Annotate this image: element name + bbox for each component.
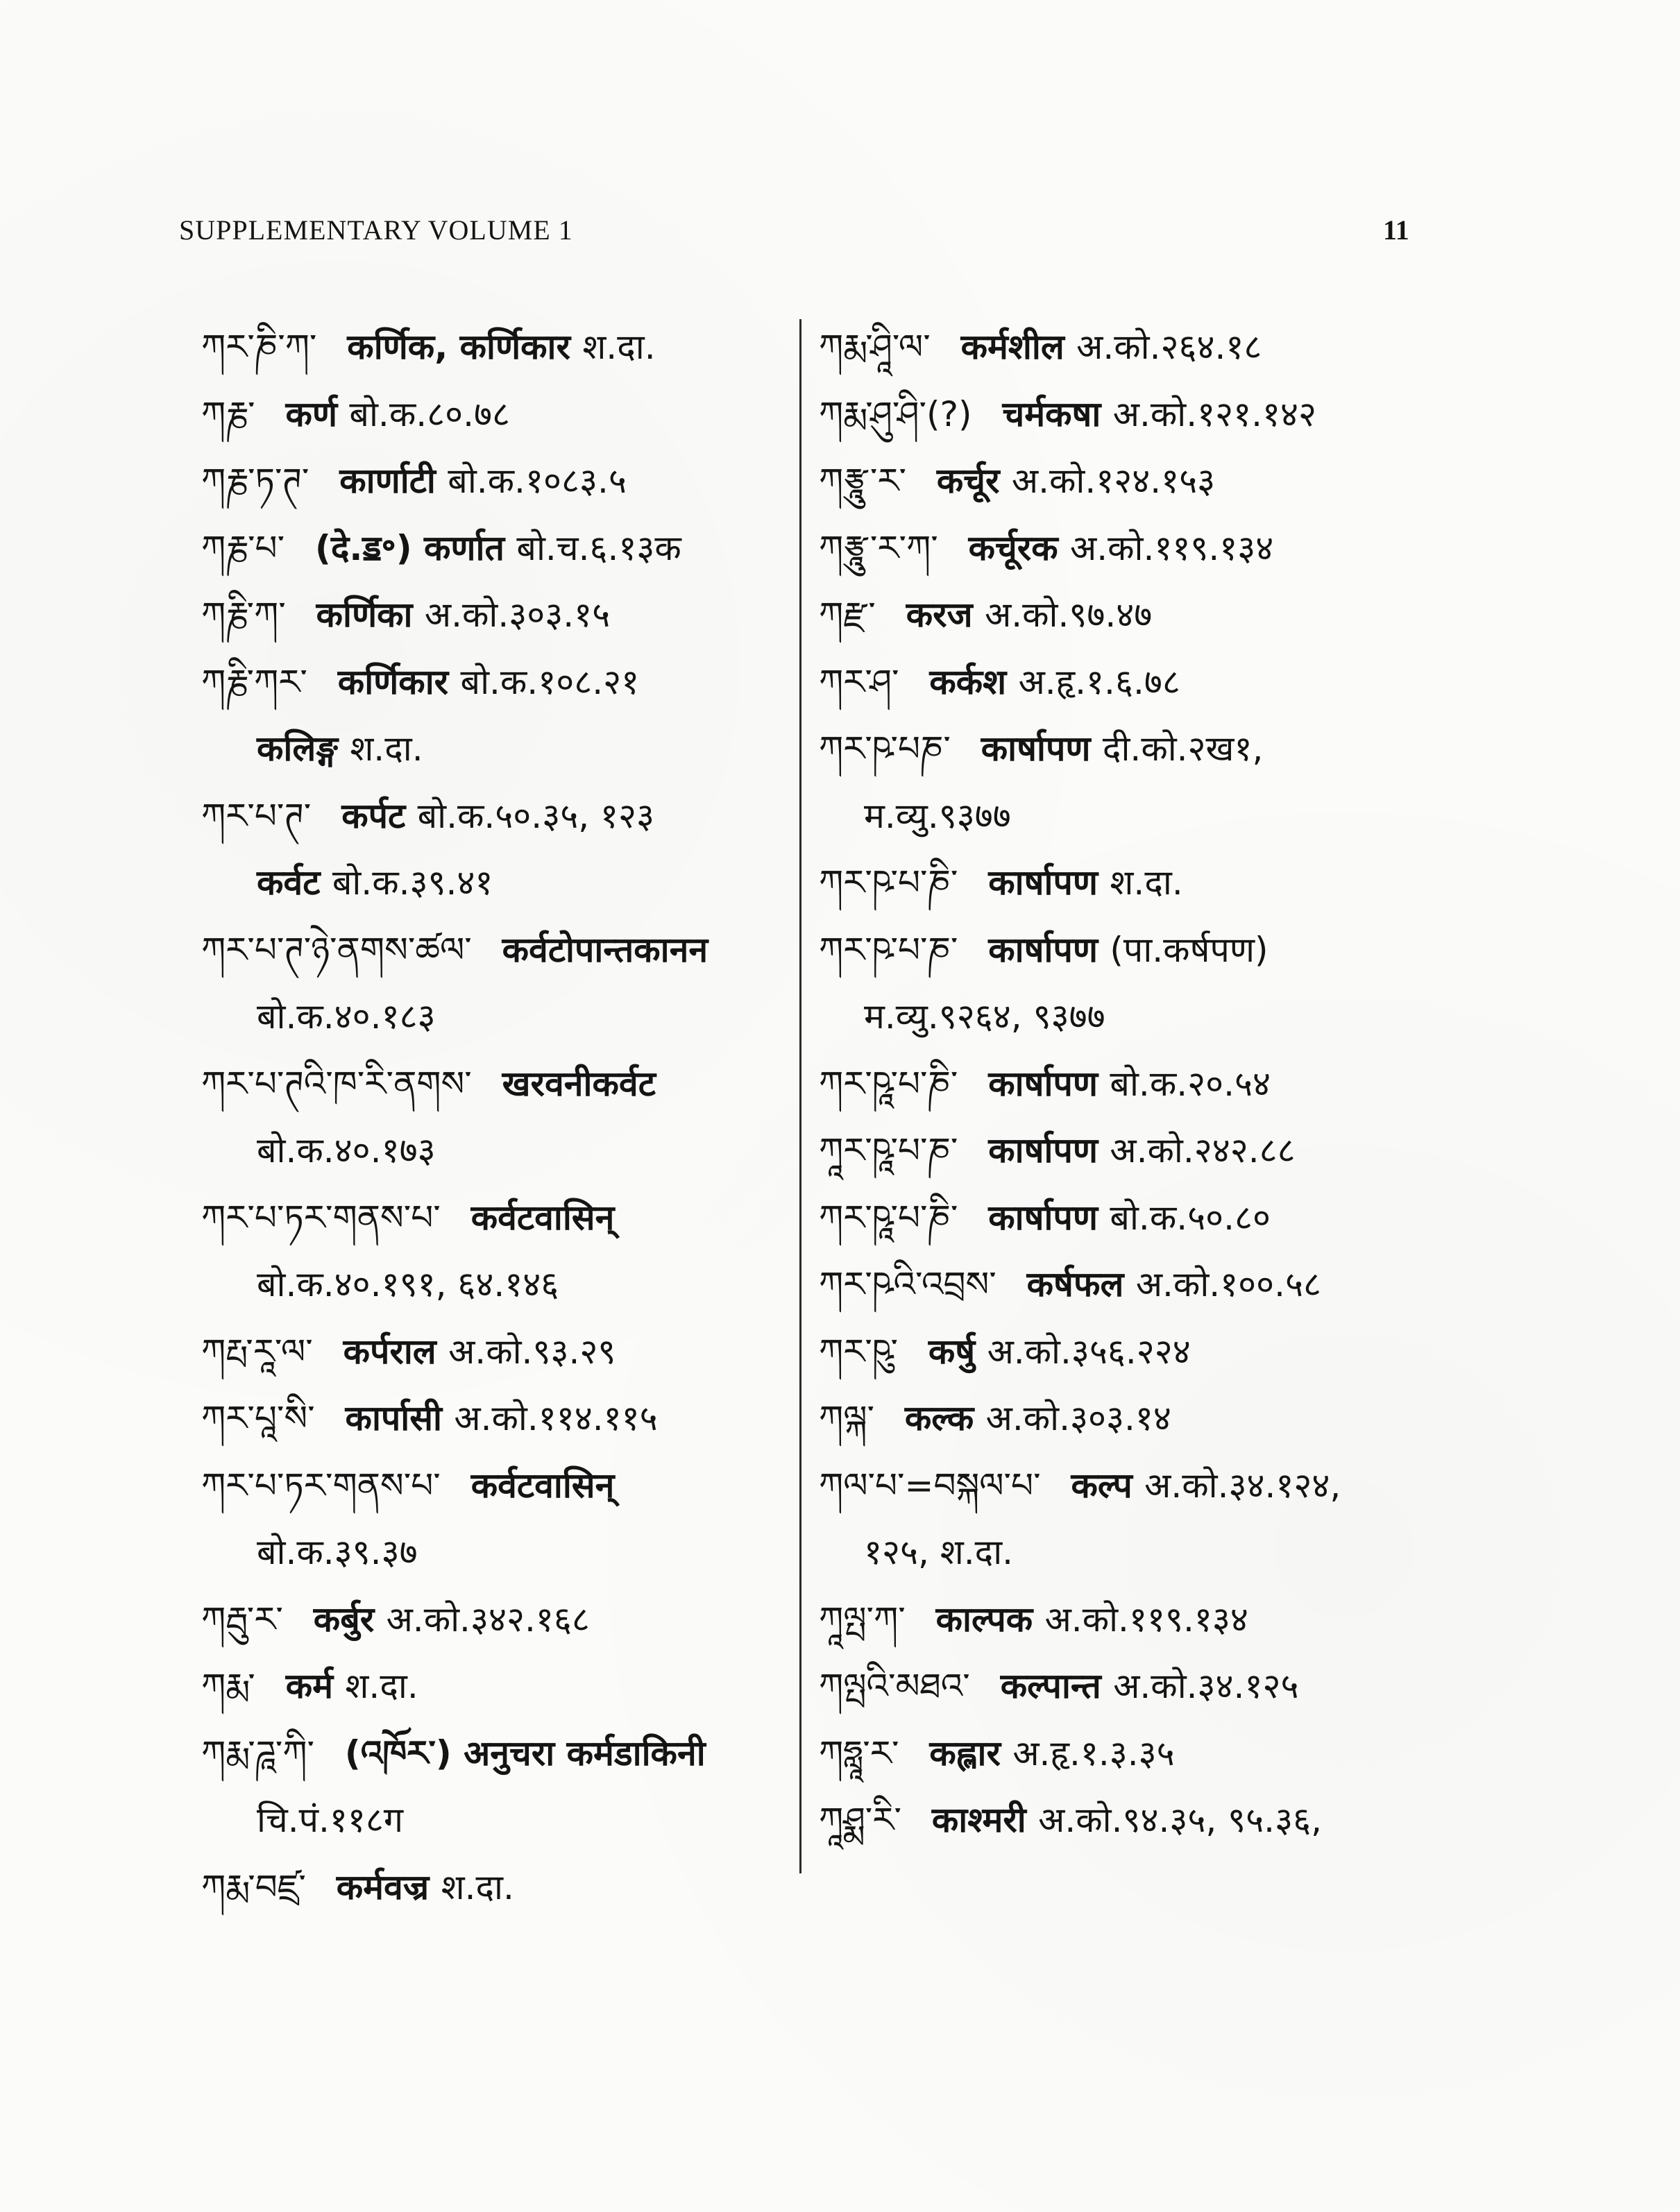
dictionary-entry-line bbox=[257, 1531, 418, 1573]
source-reference: अ.को.३४.१२५ bbox=[1113, 1666, 1299, 1706]
tibetan-headword: ཀཱལྤ་ཀ་ bbox=[819, 1599, 917, 1640]
dictionary-entry-line bbox=[819, 1264, 1321, 1305]
tibetan-headword: ཀརྞི་ཀ་ bbox=[201, 595, 297, 635]
tibetan-headword: ཀཱཤྨ་རི་ bbox=[819, 1800, 913, 1840]
sanskrit-equivalent: कार्षापण bbox=[981, 729, 1103, 769]
source-reference: श.दा. bbox=[1110, 862, 1183, 903]
tibetan-headword: ཀརྞ་ཏ་ཊ་ bbox=[201, 461, 321, 501]
dictionary-entry-line bbox=[819, 1397, 1171, 1439]
source-reference: श.दा. bbox=[441, 1866, 514, 1907]
tibetan-headword: ཀར་པ་ཏར་གནས་པ་ bbox=[201, 1465, 452, 1506]
source-reference: अ.को.३०३.१४ bbox=[985, 1398, 1171, 1438]
dictionary-entry-line bbox=[257, 1264, 559, 1305]
tibetan-headword: ཀཱར་ཥཱ་པ་ཎ་ bbox=[819, 1130, 969, 1171]
dictionary-entry-line bbox=[819, 728, 1263, 769]
tibetan-headword: ཀར་ཤ་ bbox=[819, 661, 910, 702]
source-reference: अ.को.११९.१३४ bbox=[1044, 1599, 1248, 1640]
tibetan-headword: ཀར་ཥ་པ་ཎ་ bbox=[819, 929, 969, 970]
tibetan-headword: ཀར་པ་ཊ་ཉེ་ནགས་ཚལ་ bbox=[201, 929, 483, 970]
dictionary-entry-line bbox=[201, 1733, 706, 1774]
sanskrit-equivalent: कार्षापण bbox=[988, 862, 1110, 903]
sanskrit-equivalent: कार्णाटी bbox=[339, 461, 448, 501]
source-reference: बो.क.१०८३.५ bbox=[448, 461, 627, 501]
source-reference: दी.को.२ख१, bbox=[1102, 729, 1264, 769]
tibetan-headword: ཀར་པཱ་སི་ bbox=[201, 1398, 326, 1438]
sanskrit-equivalent: कर्णिक, कर्णिकार bbox=[347, 327, 583, 367]
tibetan-headword: ཀརྨ་ཌཱ་ཀི་ bbox=[201, 1733, 325, 1773]
sanskrit-equivalent: कर्पराल bbox=[343, 1331, 449, 1372]
source-reference: अ.को.९३.२९ bbox=[448, 1331, 616, 1372]
dictionary-entry-line bbox=[819, 1665, 1298, 1707]
dictionary-entry-line bbox=[819, 929, 1269, 971]
source-reference: अ.को.११४.११५ bbox=[454, 1398, 658, 1438]
source-reference: अ.को.३५६.२२४ bbox=[987, 1331, 1191, 1372]
sanskrit-equivalent: चर्मकषा bbox=[1002, 393, 1113, 434]
source-reference: श.दा. bbox=[582, 327, 656, 367]
sanskrit-equivalent: कर्ण bbox=[285, 393, 350, 434]
dictionary-entry-line bbox=[201, 1397, 658, 1439]
tibetan-headword: ཀར་ཎི་ཀ་ bbox=[201, 327, 328, 367]
column-divider bbox=[799, 319, 801, 1873]
source-reference: बो.क.४०.१८३ bbox=[257, 996, 436, 1037]
dictionary-entry-line bbox=[257, 862, 493, 903]
sanskrit-equivalent: कर्वटवासिन् bbox=[470, 1465, 615, 1506]
source-reference: अ.को.९७.४७ bbox=[985, 595, 1153, 635]
dictionary-entry-line bbox=[819, 1465, 1341, 1506]
tibetan-headword: ཀར་ཥཱ་པ་ཎི་ bbox=[819, 1063, 969, 1104]
dictionary-entry-line bbox=[819, 1197, 1271, 1239]
dictionary-entry-line bbox=[201, 1063, 656, 1105]
dictionary-entry-line bbox=[201, 661, 639, 703]
dictionary-entry-line bbox=[257, 1130, 436, 1171]
dictionary-entry-line bbox=[819, 527, 1273, 569]
dictionary-entry-line bbox=[201, 1465, 614, 1506]
sanskrit-equivalent: कर्णिका bbox=[316, 595, 425, 635]
dictionary-entry-line bbox=[819, 1130, 1296, 1171]
dictionary-entry-line bbox=[201, 1866, 514, 1908]
sanskrit-equivalent: कल्प bbox=[1071, 1465, 1145, 1506]
sanskrit-equivalent: कर्वटवासिन् bbox=[470, 1197, 615, 1238]
tibetan-headword: ཀརྞ་ bbox=[201, 393, 266, 434]
sanskrit-equivalent: कर्मशील bbox=[960, 327, 1077, 367]
dictionary-entry-line bbox=[819, 1799, 1322, 1841]
sanskrit-equivalent: कर्मवज्र bbox=[336, 1866, 441, 1907]
source-reference: (पा.कर्षपण) bbox=[1110, 929, 1269, 970]
sanskrit-equivalent: कर्कश bbox=[929, 661, 1019, 702]
dictionary-entry-line bbox=[257, 728, 423, 769]
sanskrit-equivalent: (दे.ॾ॰) कर्णात bbox=[315, 527, 517, 568]
tibetan-headword: ཀར་ཥཱ་པ་ཎི་ bbox=[819, 1197, 969, 1238]
tibetan-headword: ཀར་ཥ་པ་ཎི་ bbox=[819, 862, 969, 903]
dictionary-entry-line bbox=[864, 996, 1105, 1037]
source-reference: अ.को.१२४.१५३ bbox=[1011, 461, 1216, 501]
sanskrit-equivalent: कल्क bbox=[904, 1398, 986, 1438]
source-reference: बो.क.१०८.२१ bbox=[460, 661, 640, 702]
dictionary-entry-line bbox=[819, 1063, 1271, 1105]
dictionary-entry-line bbox=[257, 1799, 403, 1841]
dictionary-entry-line bbox=[257, 996, 436, 1037]
source-reference: अ.को.३०३.१५ bbox=[424, 595, 611, 635]
sanskrit-equivalent: कर्चूरक bbox=[968, 527, 1071, 568]
source-reference: अ.को.३४.१२४, bbox=[1144, 1465, 1341, 1506]
page-number: 11 bbox=[1383, 214, 1409, 246]
source-reference: अ.को.२४२.८८ bbox=[1110, 1130, 1296, 1171]
source-reference: अ.को.९४.३५, ९५.३६, bbox=[1038, 1800, 1322, 1840]
tibetan-headword: ཀརྞ་པ་ bbox=[201, 527, 296, 568]
sanskrit-equivalent: कलिङ्ग bbox=[257, 729, 350, 769]
tibetan-headword: ཀརྩཱུ་ར་ཀ་ bbox=[819, 527, 949, 568]
dictionary-entry-line bbox=[201, 1197, 614, 1239]
tibetan-headword: ཀར་པ་ཏར་གནས་པ་ bbox=[201, 1197, 452, 1238]
source-reference: चि.पं.११८ग bbox=[257, 1800, 404, 1840]
sanskrit-equivalent: कर्चूर bbox=[936, 461, 1012, 501]
source-reference: अ.को.१००.५८ bbox=[1135, 1264, 1322, 1304]
tibetan-headword: ཀར་ཥུ་ bbox=[819, 1331, 909, 1372]
running-header: SUPPLEMENTARY VOLUME 1 bbox=[179, 214, 573, 246]
dictionary-entry-line bbox=[201, 460, 627, 502]
dictionary-entry-line bbox=[819, 594, 1152, 636]
source-reference: म.व्यु.९३७७ bbox=[864, 795, 1011, 836]
source-reference: अ.हृ.१.३.३५ bbox=[1012, 1733, 1175, 1773]
source-reference: बो.च.६.१३क bbox=[516, 527, 681, 568]
source-reference: बो.क.४०.१७३ bbox=[257, 1130, 436, 1171]
source-reference: बो.क.४०.१९१, ६४.१४६ bbox=[257, 1264, 559, 1304]
tibetan-headword: ཀལ་པ་=བསྐལ་པ་ bbox=[819, 1465, 1052, 1506]
source-reference: बो.क.५०.३५, १२३ bbox=[417, 795, 654, 836]
dictionary-entry-line bbox=[819, 661, 1180, 703]
sanskrit-equivalent: कार्षापण bbox=[988, 1063, 1110, 1104]
tibetan-headword: ཀརྩཱུ་ར་ bbox=[819, 461, 917, 501]
dictionary-entry-line bbox=[819, 862, 1183, 903]
dictionary-entry-line bbox=[864, 1531, 1013, 1573]
source-reference: अ.को.३४२.१६८ bbox=[386, 1599, 590, 1640]
tibetan-headword: ཀལྤའི་མཐའ་ bbox=[819, 1666, 981, 1706]
sanskrit-equivalent: काश्मरी bbox=[931, 1800, 1039, 1840]
source-reference: बो.क.५०.८० bbox=[1110, 1197, 1271, 1238]
dictionary-entry-line bbox=[819, 1599, 1248, 1640]
dictionary-entry-line bbox=[819, 1331, 1191, 1372]
sanskrit-equivalent: कर्म bbox=[285, 1666, 346, 1706]
tibetan-headword: ཀརྫ་ bbox=[819, 595, 887, 635]
tibetan-headword: ཀཧླཱ་ར་ bbox=[819, 1733, 910, 1773]
sanskrit-equivalent: काल्पक bbox=[935, 1599, 1045, 1640]
dictionary-entry-line bbox=[201, 594, 610, 636]
dictionary-entry-line bbox=[864, 795, 1011, 837]
source-reference: बो.क.८०.७८ bbox=[349, 393, 511, 434]
source-reference: बो.क.३९.३७ bbox=[257, 1532, 418, 1572]
sanskrit-equivalent: (འཁོར་) अनुचरा कर्मडाकिनी bbox=[344, 1733, 706, 1773]
sanskrit-equivalent: कह्लार bbox=[929, 1733, 1013, 1773]
source-reference: अ.को.२६४.१८ bbox=[1076, 327, 1262, 367]
dictionary-entry-line bbox=[201, 795, 654, 837]
sanskrit-equivalent: कर्वटोपान्तकानन bbox=[502, 929, 709, 970]
sanskrit-equivalent: कर्पट bbox=[341, 795, 418, 836]
tibetan-headword: ཀར་པ་ཊ་ bbox=[201, 795, 323, 836]
tibetan-headword: ཀརྦུ་ར་ bbox=[201, 1599, 294, 1640]
source-reference: बो.क.२०.५४ bbox=[1110, 1063, 1271, 1104]
sanskrit-equivalent: कार्षापण bbox=[988, 1197, 1110, 1238]
dictionary-entry-line bbox=[201, 527, 681, 569]
dictionary-entry-line bbox=[201, 393, 510, 435]
tibetan-headword: ཀརྨ་ bbox=[201, 1666, 266, 1706]
sanskrit-equivalent: कर्बुर bbox=[313, 1599, 387, 1640]
source-reference: अ.को.१२१.१४२ bbox=[1112, 393, 1316, 434]
sanskrit-equivalent: कर्षफल bbox=[1026, 1264, 1136, 1304]
tibetan-headword: ཀརྤ་རཱ་ལ་ bbox=[201, 1331, 324, 1372]
sanskrit-equivalent: कार्षापण bbox=[988, 1130, 1110, 1171]
source-reference: श.दा. bbox=[345, 1666, 418, 1706]
dictionary-entry-line bbox=[201, 929, 708, 971]
dictionary-entry-line bbox=[201, 1599, 590, 1640]
dictionary-entry-line bbox=[201, 326, 656, 368]
tibetan-headword: ཀརྨ་བཛྲ་ bbox=[201, 1866, 317, 1907]
sanskrit-equivalent: कर्वट bbox=[257, 862, 332, 903]
tibetan-headword: ཀལྐ་ bbox=[819, 1398, 885, 1438]
sanskrit-equivalent: कार्षापण bbox=[988, 929, 1110, 970]
dictionary-entry-line bbox=[819, 1733, 1175, 1774]
dictionary-entry-line bbox=[819, 326, 1262, 368]
source-reference: बो.क.३९.४१ bbox=[332, 862, 493, 903]
tibetan-headword: ཀརྨ་ཤུ་ཤི་(?) bbox=[819, 393, 983, 434]
sanskrit-equivalent: खरवनीकर्वट bbox=[502, 1063, 656, 1104]
tibetan-headword: ཀར་པ་ཊའི་ཁ་རི་ནགས་ bbox=[201, 1063, 483, 1104]
tibetan-headword: ཀརྞི་ཀར་ bbox=[201, 661, 319, 702]
sanskrit-equivalent: कल्पान्त bbox=[1000, 1666, 1114, 1706]
dictionary-entry-line bbox=[201, 1331, 616, 1372]
source-reference: श.दा. bbox=[350, 729, 423, 769]
tibetan-headword: ཀརྨ་ཤཱི་ལ་ bbox=[819, 327, 942, 367]
source-reference: म.व्यु.९२६४, ९३७७ bbox=[864, 996, 1105, 1037]
sanskrit-equivalent: करज bbox=[906, 595, 985, 635]
tibetan-headword: ཀར་ཥ་པཎ་ bbox=[819, 729, 962, 769]
dictionary-entry-line bbox=[819, 460, 1215, 502]
sanskrit-equivalent: कार्पासी bbox=[345, 1398, 455, 1438]
source-reference: १२५, श.दा. bbox=[864, 1532, 1014, 1572]
dictionary-entry-line bbox=[201, 1665, 418, 1707]
tibetan-headword: ཀར་ཥའི་འབྲས་ bbox=[819, 1264, 1008, 1304]
dictionary-entry-line bbox=[819, 393, 1316, 435]
source-reference: अ.को.११९.१३४ bbox=[1070, 527, 1274, 568]
sanskrit-equivalent: कर्षु bbox=[928, 1331, 987, 1372]
sanskrit-equivalent: कर्णिकार bbox=[337, 661, 461, 702]
source-reference: अ.हृ.१.६.७८ bbox=[1018, 661, 1180, 702]
